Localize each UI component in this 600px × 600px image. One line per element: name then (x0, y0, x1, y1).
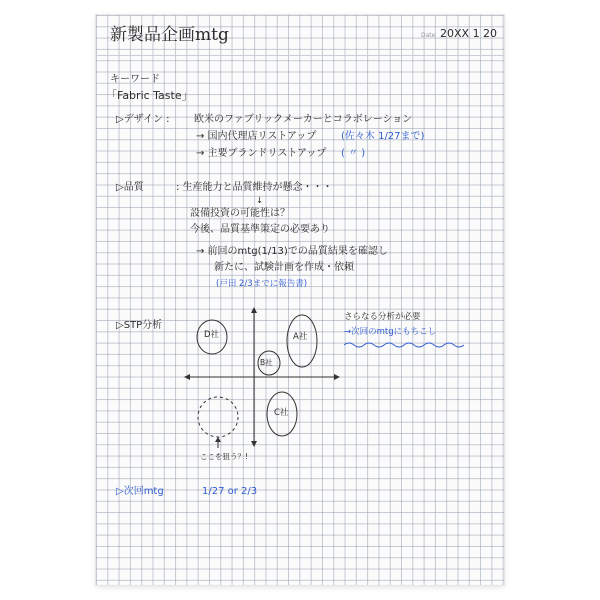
quality-line-5: 新たに、試験計画を作成・依頼 (214, 262, 354, 273)
design-line-2-note: (佐々木 1/27まで) (341, 131, 425, 142)
page-title: 新製品企画mtg (110, 25, 229, 45)
quality-line-2: 設備投資の可能性は？ (190, 208, 290, 219)
design-line-3-note: ( 〃 ) (341, 148, 366, 159)
stp-positioning-map (178, 305, 348, 445)
design-line-3: → 主要ブランドリストアップ (196, 148, 327, 159)
design-label: ▷デザイン : (116, 114, 170, 125)
label-company-a: A社 (293, 332, 308, 342)
target-area (198, 397, 238, 437)
x-axis-right-arrow (334, 374, 340, 380)
y-axis-top-arrow (251, 307, 257, 313)
label-company-c: C社 (274, 408, 289, 418)
keyword-label: キーワード (110, 74, 160, 85)
next-mtg-label: ▷次回mtg (116, 486, 164, 497)
header-rule (96, 55, 504, 56)
y-axis-bottom-arrow (251, 441, 257, 447)
wavy-underline (344, 341, 464, 349)
target-pointer-arrow (215, 437, 221, 442)
quality-label: ▷品質 (116, 182, 144, 193)
quality-line-1: : 生産能力と品質維持が懸念・・・ (176, 182, 333, 193)
keyword-value: 「Fabric Taste」 (106, 89, 193, 102)
date-value: 20XX 1 20 (440, 27, 498, 40)
date-label: Date (421, 32, 436, 39)
label-company-b: B社 (260, 358, 273, 367)
quality-line-3: 今後、品質基準策定の必要あり (190, 224, 330, 235)
design-line-1: 欧米のファブリックメーカーとコラボレーション (194, 114, 413, 125)
stp-note-2: →次回のmtgにもちこし (344, 327, 437, 337)
next-mtg-dates: 1/27 or 2/3 (202, 486, 258, 497)
quality-arrow: ↓ (256, 196, 264, 206)
stp-label: ▷STP分析 (116, 320, 163, 331)
quality-line-4: → 前回のmtg(1/13)での品質結果を確認し (196, 246, 388, 257)
label-company-d: D社 (204, 330, 220, 340)
quality-line-6: (戸田 2/3までに報告書) (216, 279, 308, 289)
stp-note-1: さらなる分析が必要 (344, 312, 421, 322)
x-axis-left-arrow (184, 374, 190, 380)
design-line-2: → 国内代理店リストアップ (196, 131, 317, 142)
notebook-page (96, 15, 504, 585)
target-note: ここを狙う？! (200, 452, 249, 461)
